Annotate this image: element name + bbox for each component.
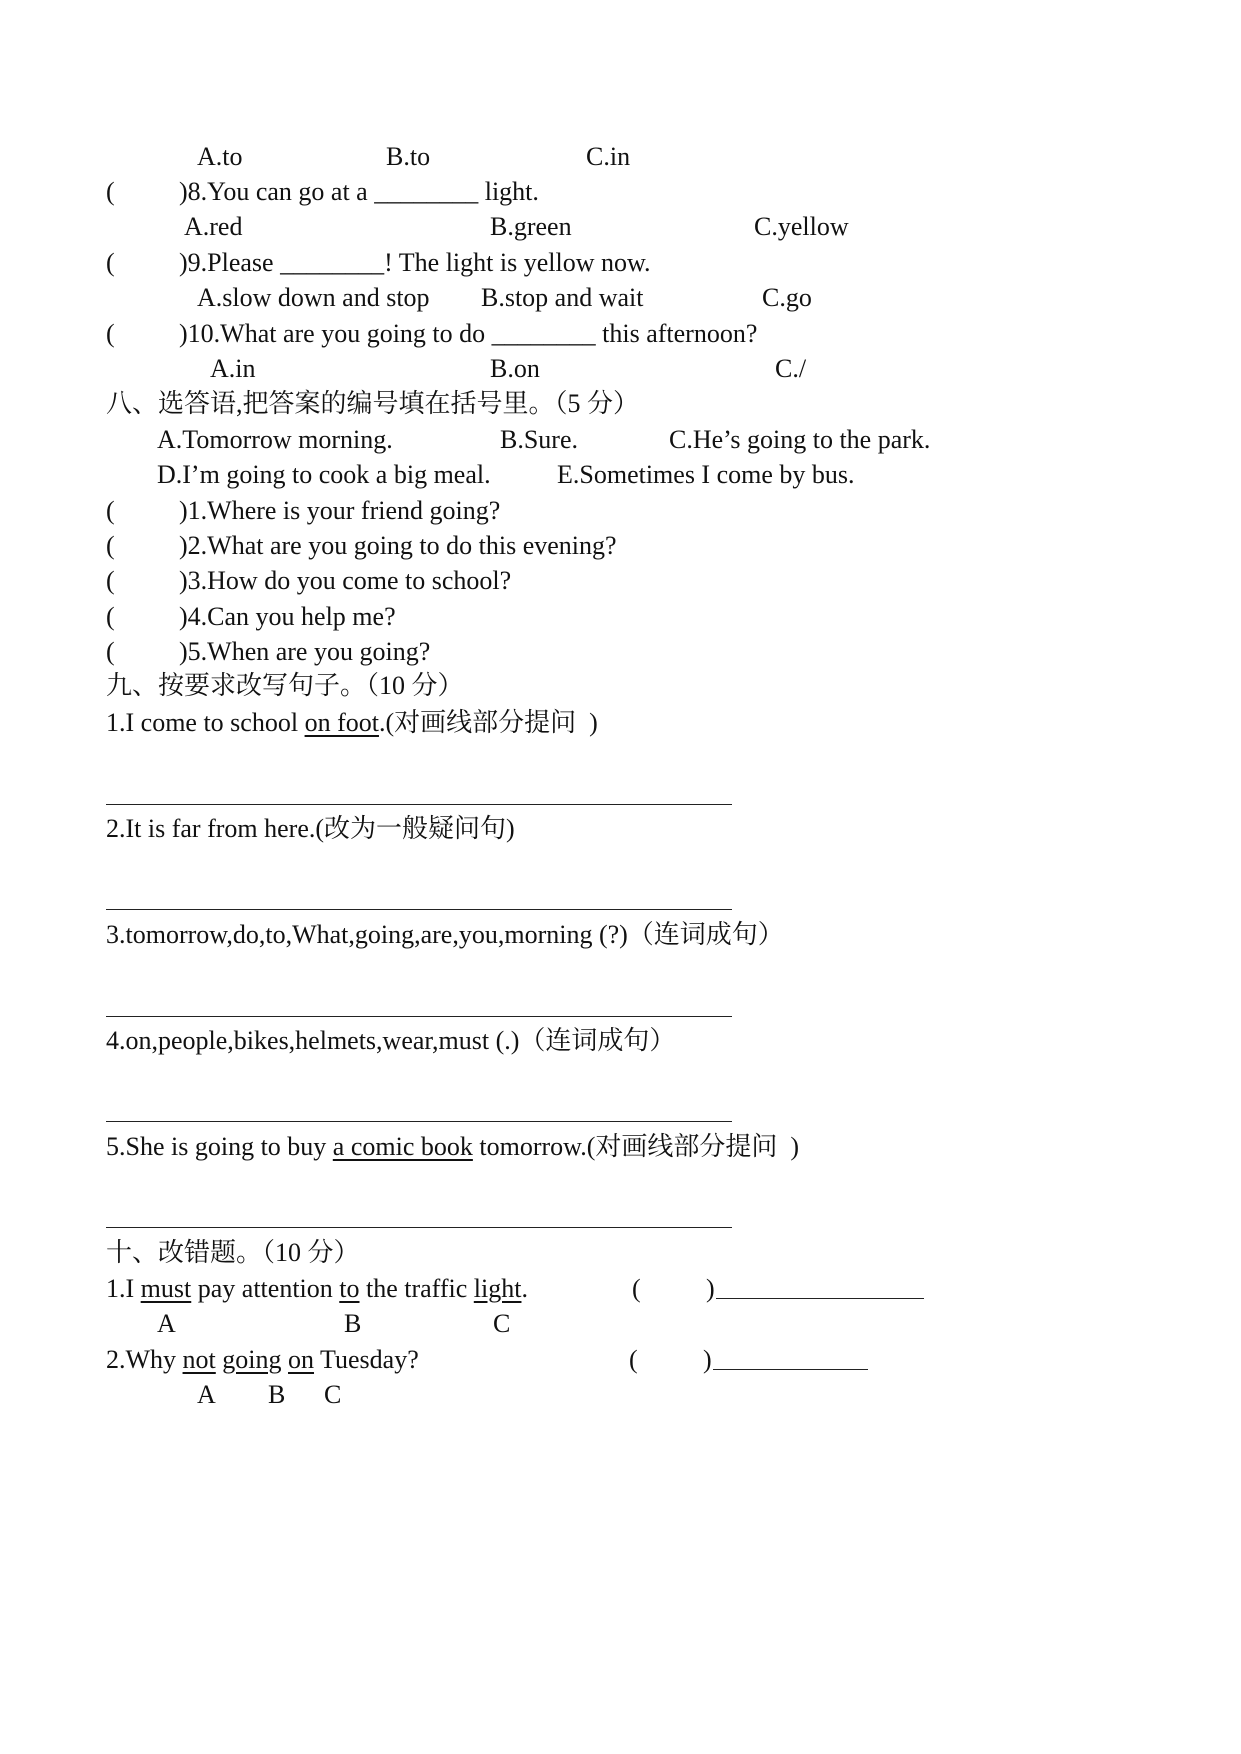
section8-option-b: B.Sure. [500,425,578,454]
s10q1-label-c: C [493,1309,511,1338]
section8-item-5-paren: ( [106,637,115,666]
s10q1-underline-c: light [473,1274,522,1303]
s10q2-label-c: C [324,1380,342,1409]
section8-option-a: A.Tomorrow morning. [157,425,393,454]
section8-item-1-paren: ( [106,496,115,525]
q5-underlined-phrase: a comic book [332,1132,473,1161]
s10q1-underline-b: to [339,1274,360,1303]
s10q2-paren-close: ) [703,1345,712,1374]
section8-item-4-paren: ( [106,602,115,631]
s10q1-text: the traffic [359,1274,474,1303]
s10q1-paren-open: ( [632,1274,641,1303]
section8-item-4: )4.Can you help me? [179,602,396,631]
section9-question-2: 2.It is far from here.(改为一般疑问句) [106,814,515,843]
section8-item-1: )1.Where is your friend going? [179,496,501,525]
s10q1-paren-close: ) [706,1274,715,1303]
answer-line-2[interactable] [106,909,732,910]
q10-option-c: C./ [775,354,807,383]
section9-question-5 [106,1134,799,1160]
q10-answer-paren: ( [106,319,115,348]
section8-item-2: )2.What are you going to do this evening? [179,531,617,560]
q9-option-b: B.stop and wait [481,283,644,312]
section10-heading: 十、改错题。（10 分） [106,1238,360,1267]
section8-item-2-paren: ( [106,531,115,560]
section8-option-c: C.He’s going to the park. [669,425,931,454]
section9-question-1 [106,710,598,736]
s10q2-text: 2.Why [106,1345,183,1374]
section8-option-e: E.Sometimes I come by bus. [557,460,855,489]
q8-answer-paren: ( [106,177,115,206]
q10-option-b: B.on [490,354,540,383]
s10q1-correction-line[interactable] [716,1298,924,1299]
s10q1-text: pay attention [191,1274,340,1303]
q8-option-c: C.yellow [754,212,849,241]
s10q2-underline-a: not [182,1345,216,1374]
q9-answer-paren: ( [106,248,115,277]
section8-item-3-paren: ( [106,566,115,595]
q1-underlined-phrase: on foot [304,708,379,737]
s10q2-label-b: B [268,1380,286,1409]
q1-text-start: 1.I come to school [106,708,305,737]
q8-option-b: B.green [490,212,572,241]
s10q1-underline-a: must [140,1274,192,1303]
section9-heading: 九、按要求改写句子。（10 分） [106,671,464,700]
q8-option-a: A.red [184,212,243,241]
section8-heading: 八、选答语,把答案的编号填在括号里。（5 分） [106,389,640,418]
s10q2-text: Tuesday? [314,1345,419,1374]
s10q1-text: 1.I [106,1274,141,1303]
section8-item-3: )3.How do you come to school? [179,566,512,595]
section8-item-5: )5.When are you going? [179,637,431,666]
answer-line-3[interactable] [106,1016,732,1017]
answer-line-5[interactable] [106,1227,732,1228]
section10-question-2 [106,1347,419,1373]
q7-option-b: B.to [386,142,431,171]
answer-line-1[interactable] [106,804,732,805]
section9-question-4: 4.on,people,bikes,helmets,wear,must (.)（连词成句） [106,1026,676,1055]
s10q2-underline-b: going [222,1345,282,1374]
s10q1-label-a: A [157,1309,176,1338]
q7-option-c: C.in [586,142,631,171]
q8-stem: )8.You can go at a ________ light. [179,177,539,206]
answer-line-4[interactable] [106,1121,732,1122]
q7-option-a: A.to [197,142,243,171]
q10-option-a: A.in [210,354,256,383]
q9-option-c: C.go [762,283,812,312]
s10q2-underline-c: on [288,1345,315,1374]
q5-text-start: 5.She is going to buy [106,1132,333,1161]
q5-instruction: tomorrow.(对画线部分提问 ) [472,1132,800,1161]
section8-option-d: D.I’m going to cook a big meal. [157,460,491,489]
s10q2-paren-open: ( [629,1345,638,1374]
q9-option-a: A.slow down and stop [197,283,430,312]
q10-stem: )10.What are you going to do ________ this afternoon? [179,319,758,348]
q9-stem: )9.Please ________! The light is yellow now. [179,248,651,277]
q1-instruction: .(对画线部分提问 ) [378,708,598,737]
section10-question-1 [106,1276,528,1302]
s10q2-correction-line[interactable] [713,1369,868,1370]
s10q2-label-a: A [197,1380,216,1409]
s10q1-text: . [521,1274,528,1303]
s10q1-label-b: B [344,1309,362,1338]
section9-question-3: 3.tomorrow,do,to,What,going,are,you,morning (?)（连词成句） [106,920,784,949]
